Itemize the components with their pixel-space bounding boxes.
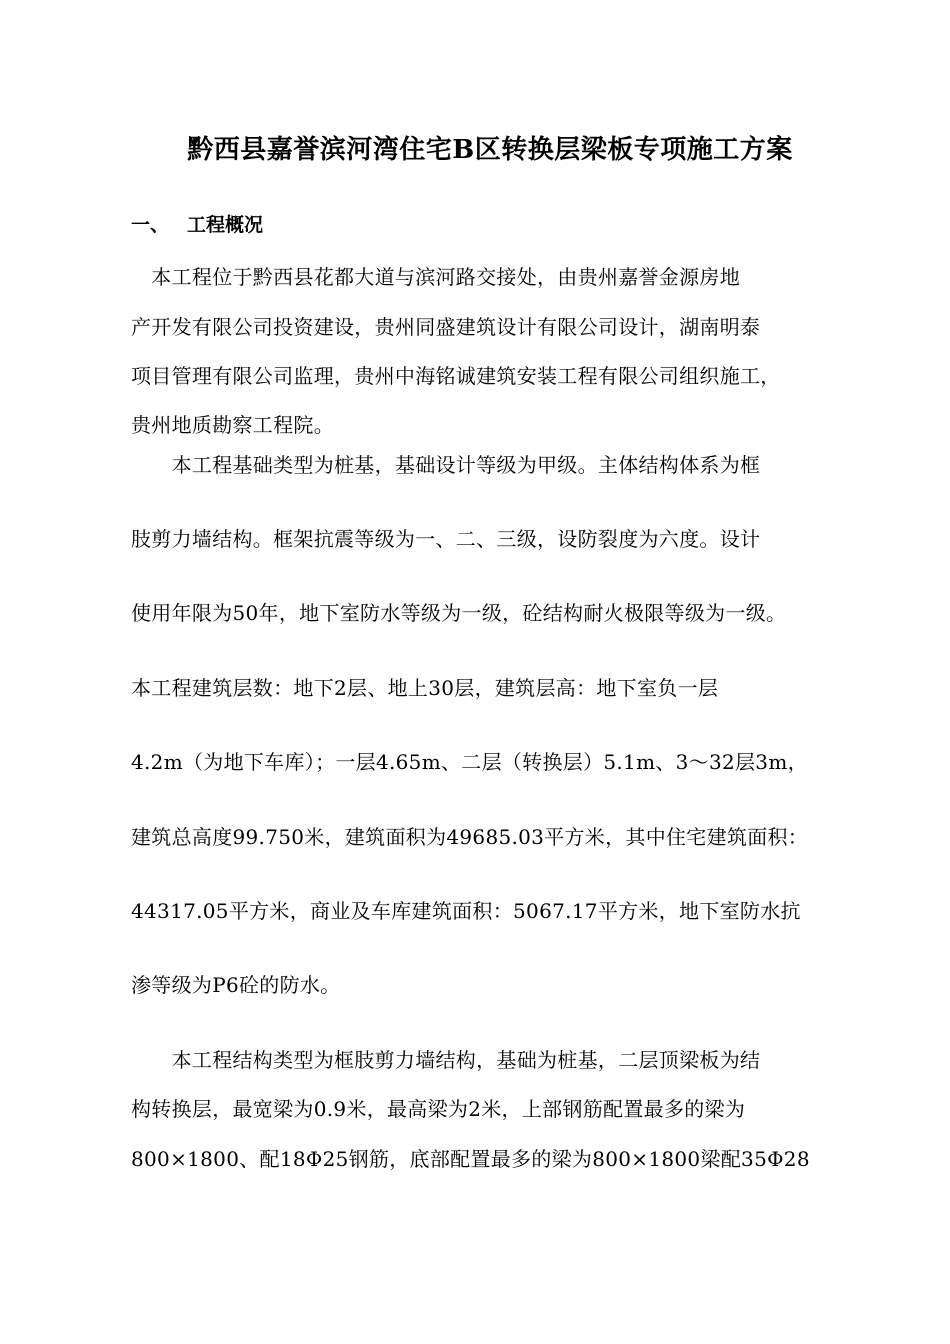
- document-title: 黔西县嘉誉滨河湾住宅B区转换层梁板专项施工方案: [187, 135, 793, 165]
- paragraph-line: 本工程基础类型为桩基，基础设计等级为甲级。主体结构体系为框: [131, 453, 761, 477]
- paragraph-line: 产开发有限公司投资建设，贵州同盛建筑设计有限公司设计，湖南明泰: [131, 315, 761, 339]
- paragraph-line: 800×1800、配18Φ25钢筋，底部配置最多的梁为800×1800梁配35Φ28: [131, 1147, 810, 1171]
- paragraph-line: 本工程结构类型为框肢剪力墙结构，基础为桩基，二层顶梁板为结: [131, 1048, 761, 1072]
- paragraph-line: 使用年限为50年，地下室防水等级为一级，砼结构耐火极限等级为一级。: [131, 601, 787, 625]
- section-heading: [131, 210, 263, 240]
- paragraph-line: 本工程位于黔西县花都大道与滨河路交接处，由贵州嘉誉金源房地: [131, 265, 740, 289]
- section-title: 工程概况: [187, 214, 264, 236]
- section-number: 一、: [131, 214, 170, 236]
- paragraph-line: 构转换层，最宽梁为0.9米，最高梁为2米，上部钢筋配置最多的梁为: [131, 1097, 746, 1121]
- paragraph-line: 建筑总高度99.750米，建筑面积为49685.03平方米，其中住宅建筑面积：: [131, 825, 809, 849]
- paragraph-line: 渗等级为P6砼的防水。: [131, 973, 341, 997]
- paragraph-line: 本工程建筑层数：地下2层、地上30层，建筑层高：地下室负一层: [131, 676, 719, 700]
- paragraph-line: 项目管理有限公司监理，贵州中海铭诚建筑安装工程有限公司组织施工，: [131, 364, 781, 388]
- paragraph-line: 肢剪力墙结构。框架抗震等级为一、二、三级，设防裂度为六度。设计: [131, 527, 761, 551]
- paragraph-line: 贵州地质勘察工程院。: [131, 413, 334, 437]
- paragraph-line: 4.2m（为地下车库）；一层4.65m、二层（转换层）5.1m、3～32层3m，: [131, 750, 808, 774]
- paragraph-line: 44317.05平方米，商业及车库建筑面积：5067.17平方米，地下室防水抗: [131, 899, 801, 923]
